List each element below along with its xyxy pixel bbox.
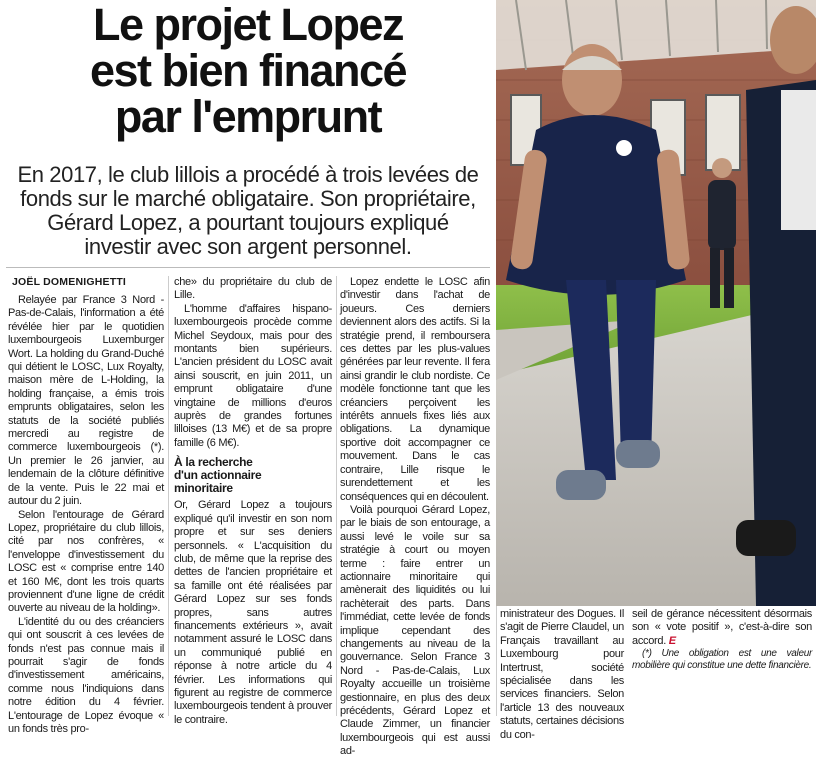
paragraph: Relayée par France 3 Nord - Pas-de-Calais, l'information a été révélée hier par le quotidien luxembourgeois Luxemburger Wort. La holding du Grand-Duché qui détient le LOSC, Lux Royalty, maison mère de L-Holding, la holding française, a émis trois emprunts obligataires, selon les statuts de la société publiés mercredi au registre de commerce luxembourgeois (*). Un premier le 26 janvier, au lendemain de la clôture définitive de la vente. Puis le 22 mai et autour du 2 juin. — [8, 294, 164, 508]
deck-line-3: Gérard Lopez, a pourtant toujours expliqué — [47, 210, 449, 235]
byline: JOËL DOMENIGHETTI — [12, 276, 127, 288]
article-column-4 — [632, 608, 812, 672]
headline-line-1: Le projet Lopez — [92, 0, 403, 50]
column-divider — [168, 276, 169, 716]
article-column-2 — [174, 276, 332, 727]
paragraph: Lopez endette le LOSC afin d'investir dans l'achat de joueurs. Ces derniers deviennent alors des actifs. Si la stratégie prend, il remboursera ces dettes par les plus-values générées par leur revente. Il fera ainsi grandir le club nordiste. Ce modèle fonctionne tant que les créanciers perçoivent les intérêts annuels fixes liés aux obligations. La dynamique sportive doit accompagner ce mouvement. Dans le cas contraire, Lille risque le surendettement et les conséquences qui en découlent. — [340, 276, 490, 503]
paragraph: Or, Gérard Lopez a toujours expliqué qu'il investir en son nom propre et sur ses deniers personnels. « L'acquisition du club, de même que la reprise des dettes de l'ancien propriétaire et sa famille ont été réalisées par Gérard Lopez sur ses fonds propres, sans autres financements extérieurs », avait notamment assuré le LOSC dans un communiqué publié en réponse à notre article du 4 février. Les informations qui figurent au registre de commerce luxembourgeois tendent à prouver le contraire. — [174, 499, 332, 726]
paragraph: che» du propriétaire du club de Lille. — [174, 276, 332, 302]
deck — [0, 163, 496, 259]
article-photo — [496, 0, 816, 606]
article-column-3 — [340, 276, 490, 759]
headline-line-3: par l'emprunt — [114, 91, 382, 142]
subhead-line-2: d'un actionnaire — [174, 468, 262, 483]
deck-line-2: fonds sur le marché obligataire. Son propriétaire, — [20, 186, 476, 211]
deck-line-4: investir avec son argent personnel. — [84, 234, 412, 259]
paragraph: ministrateur des Dogues. Il s'agit de Pierre Claudel, un Français travaillant au Luxembourg pour Intertrust, société spécialisée dans les services financiers. Selon l'article 13 des nouveaux statuts, certaines décisions du con- — [500, 608, 624, 741]
photo-illustration — [496, 0, 816, 606]
paragraph: L'identité du ou des créanciers qui ont souscrit à ces levées de fonds n'est pas connue mais il pourrait s'agir de fonds d'investissement américains, comme nous l'indiquions dans notre édition du 4 février. L'entourage de Lopez évoque « un fonds très pro- — [8, 615, 164, 735]
column-divider — [496, 606, 497, 716]
paragraph — [632, 608, 812, 648]
paragraph: L'homme d'affaires hispano-luxembourgeois procède comme Michel Seydoux, mais pour des montants bien supérieurs. L'ancien président du LOSC avait ainsi souscrit, en juin 2011, un emprunt obligataire d'une vingtaine de millions d'euros auprès de grandes fortunes lilloises (13 M€) et de sa propre famille (6 M€). — [174, 302, 332, 449]
paragraph: Voilà pourquoi Gérard Lopez, par le biais de son entourage, a aussi levé le voile sur sa stratégie à court ou moyen terme : faire entrer un actionnaire minoritaire qui amènerait des liquidités ou lui rachèterait des parts. Dans l'immédiat, cette levée de fonds implique cependant des changements au niveau de la gouvernance. Selon France 3 Nord - Pas-de-Calais, Lux Royalty accueille un troisième gestionnaire, en plus des deux précédents, Gérard Lopez et Claude Zimmer, un financier luxembourgeois qui est aussi ad- — [340, 503, 490, 758]
subhead — [174, 456, 332, 495]
headline-line-2: est bien financé — [89, 45, 407, 96]
article-column-3b — [500, 608, 624, 742]
article-column-1 — [8, 294, 164, 736]
subhead-line-3: minoritaire — [174, 481, 233, 496]
headline — [0, 2, 496, 140]
deck-line-1: En 2017, le club lillois a procédé à trois levées de — [17, 162, 479, 187]
closing-text: seil de gérance nécessitent désormais son « vote positif », c'est-à-dire son accord. — [632, 608, 812, 647]
divider — [6, 267, 490, 268]
paragraph: Selon l'entourage de Gérard Lopez, propriétaire du club lillois, cité par nos confrères, « l'enveloppe d'investissement du LOSC est « comprise entre 140 et 160 M€, dont les trois quarts proviennent d'une ligne de crédit ouverte au niveau de la holding». — [8, 508, 164, 615]
footnote: (*) Une obligation est une valeur mobilière qui constitue une dette financière. — [632, 648, 812, 672]
end-mark-icon: E — [668, 634, 676, 647]
subhead-line-1: À la recherche — [174, 455, 253, 470]
column-divider — [336, 276, 337, 716]
